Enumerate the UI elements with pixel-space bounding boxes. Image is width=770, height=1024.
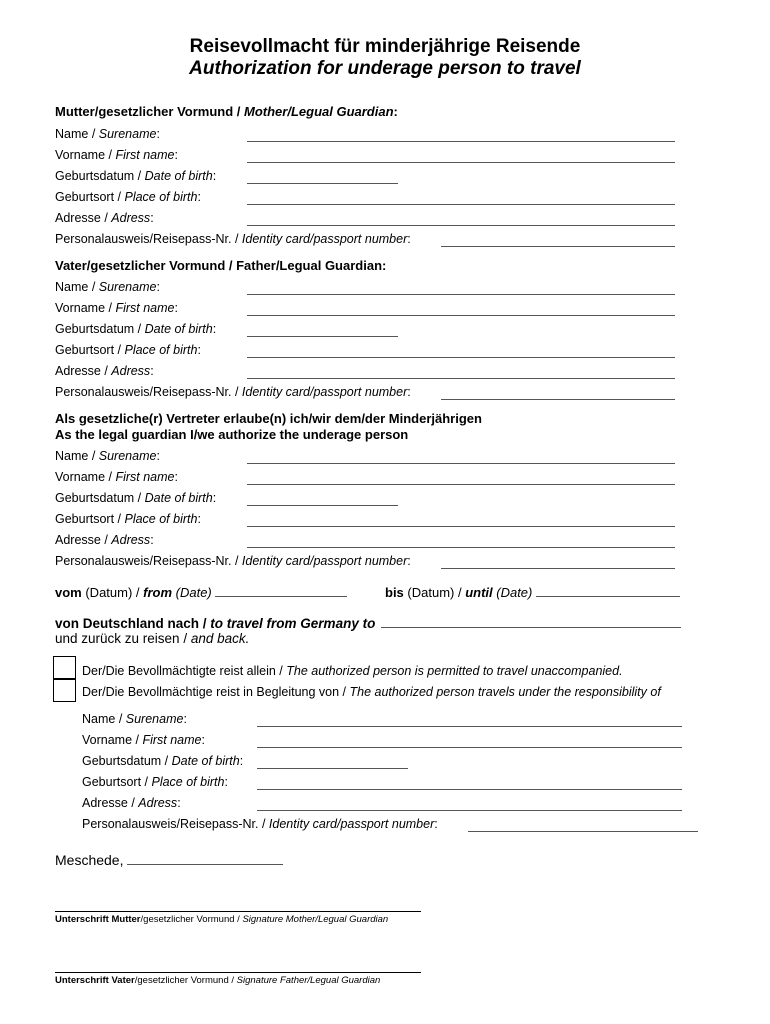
alone-checkbox[interactable]	[53, 656, 76, 679]
companion-passport-field[interactable]	[82, 817, 698, 833]
fill-line	[441, 568, 675, 569]
section-heading-mother: Mutter/gesetzlicher Vormund / Mother/Legual Guardian:	[55, 104, 398, 119]
fill-line	[247, 484, 675, 485]
mother-pob-field[interactable]	[55, 190, 675, 206]
field-label: Adresse / Adress:	[55, 364, 154, 378]
companion-firstname-field[interactable]	[82, 733, 698, 749]
from-date-field[interactable]: vom (Datum) / from (Date)	[55, 584, 347, 600]
companion-pob-field[interactable]	[82, 775, 698, 791]
fill-line	[127, 852, 283, 865]
field-label: Geburtsort / Place of birth:	[55, 190, 201, 204]
field-label: Name / Surename:	[55, 280, 160, 294]
field-label: Geburtsdatum / Date of birth:	[82, 754, 244, 768]
fill-line	[247, 547, 675, 548]
fill-line	[247, 378, 675, 379]
field-label: Vorname / First name:	[55, 470, 178, 484]
fill-line	[441, 246, 675, 247]
signature-caption-mother: Unterschrift Mutter/gesetzlicher Vormund / Signature Mother/Legual Guardian	[55, 914, 389, 925]
signature-father[interactable]	[55, 972, 421, 986]
field-label: Name / Surename:	[82, 712, 187, 726]
fill-line	[247, 505, 398, 506]
field-label: Vorname / First name:	[82, 733, 205, 747]
fill-line	[441, 399, 675, 400]
minor-address-field[interactable]	[55, 533, 675, 549]
father-pob-field[interactable]	[55, 343, 675, 359]
father-passport-field[interactable]	[55, 385, 675, 401]
fill-line	[247, 294, 675, 295]
signature-line	[55, 972, 421, 973]
mother-dob-field[interactable]	[55, 169, 675, 185]
minor-name-field[interactable]	[55, 449, 675, 465]
minor-pob-field[interactable]	[55, 512, 675, 528]
father-name-field[interactable]	[55, 280, 675, 296]
until-date-field[interactable]: bis (Datum) / until (Date)	[385, 584, 680, 600]
fill-line	[257, 747, 682, 748]
mother-address-field[interactable]	[55, 211, 675, 227]
minor-firstname-field[interactable]	[55, 470, 675, 486]
field-label: Vorname / First name:	[55, 148, 178, 162]
father-address-field[interactable]	[55, 364, 675, 380]
field-label: Personalausweis/Reisepass-Nr. / Identity card/passport number:	[55, 554, 411, 568]
field-label: Personalausweis/Reisepass-Nr. / Identity card/passport number:	[55, 385, 411, 399]
fill-line	[536, 584, 680, 597]
companion-name-field[interactable]	[82, 712, 698, 728]
fill-line	[247, 336, 398, 337]
section-heading-minor-de: Als gesetzliche(r) Vertreter erlaube(n) ich/wir dem/der Minderjährigen	[55, 411, 482, 426]
alone-option-label: Der/Die Bevollmächtigte reist allein / The authorized person is permitted to travel unaccompanied.	[82, 664, 623, 678]
fill-line	[257, 726, 682, 727]
fill-line	[247, 162, 675, 163]
mother-firstname-field[interactable]	[55, 148, 675, 164]
fill-line	[247, 141, 675, 142]
fill-line	[247, 526, 675, 527]
title-german: Reisevollmacht für minderjährige Reisende	[189, 36, 581, 57]
title-english: Authorization for underage person to travel	[189, 58, 581, 79]
field-label: Vorname / First name:	[55, 301, 178, 315]
signature-caption-father: Unterschrift Vater/gesetzlicher Vormund / Signature Father/Legual Guardian	[55, 975, 381, 986]
fill-line	[247, 225, 675, 226]
mother-passport-field[interactable]	[55, 232, 675, 248]
field-label: Name / Surename:	[55, 449, 160, 463]
minor-dob-field[interactable]	[55, 491, 675, 507]
fill-line	[247, 183, 398, 184]
fill-line	[381, 615, 681, 628]
signature-line	[55, 911, 421, 912]
mother-name-field[interactable]	[55, 127, 675, 143]
companion-address-field[interactable]	[82, 796, 698, 812]
field-label: Adresse / Adress:	[82, 796, 181, 810]
companion-dob-field[interactable]	[82, 754, 698, 770]
field-label: Geburtsdatum / Date of birth:	[55, 169, 217, 183]
destination-field[interactable]: von Deutschland nach / to travel from Germany to	[55, 615, 681, 631]
field-label: Geburtsdatum / Date of birth:	[55, 322, 217, 336]
field-label: Geburtsort / Place of birth:	[55, 512, 201, 526]
fill-line	[468, 831, 698, 832]
fill-line	[247, 204, 675, 205]
field-label: Geburtsort / Place of birth:	[82, 775, 228, 789]
return-text: und zurück zu reisen / and back.	[55, 631, 250, 646]
accompanied-checkbox[interactable]	[53, 679, 76, 702]
father-firstname-field[interactable]	[55, 301, 675, 317]
section-heading-minor-en: As the legal guardian I/we authorize the underage person	[55, 427, 409, 442]
fill-line	[215, 584, 347, 597]
field-label: Name / Surename:	[55, 127, 160, 141]
fill-line	[257, 789, 682, 790]
travel-dates	[55, 584, 695, 602]
minor-passport-field[interactable]	[55, 554, 675, 570]
place-date-field[interactable]: Meschede,	[55, 852, 283, 868]
accompanied-option-label: Der/Die Bevollmächtige reist in Begleitung von / The authorized person travels under the responsibility of	[82, 685, 661, 699]
field-label: Adresse / Adress:	[55, 211, 154, 225]
field-label: Personalausweis/Reisepass-Nr. / Identity card/passport number:	[55, 232, 411, 246]
fill-line	[247, 463, 675, 464]
signature-mother[interactable]	[55, 911, 421, 925]
section-heading-father: Vater/gesetzlicher Vormund / Father/Legual Guardian:	[55, 258, 387, 273]
fill-line	[257, 810, 682, 811]
field-label: Geburtsort / Place of birth:	[55, 343, 201, 357]
field-label: Personalausweis/Reisepass-Nr. / Identity card/passport number:	[82, 817, 438, 831]
fill-line	[257, 768, 408, 769]
field-label: Geburtsdatum / Date of birth:	[55, 491, 217, 505]
field-label: Adresse / Adress:	[55, 533, 154, 547]
father-dob-field[interactable]	[55, 322, 675, 338]
fill-line	[247, 357, 675, 358]
fill-line	[247, 315, 675, 316]
